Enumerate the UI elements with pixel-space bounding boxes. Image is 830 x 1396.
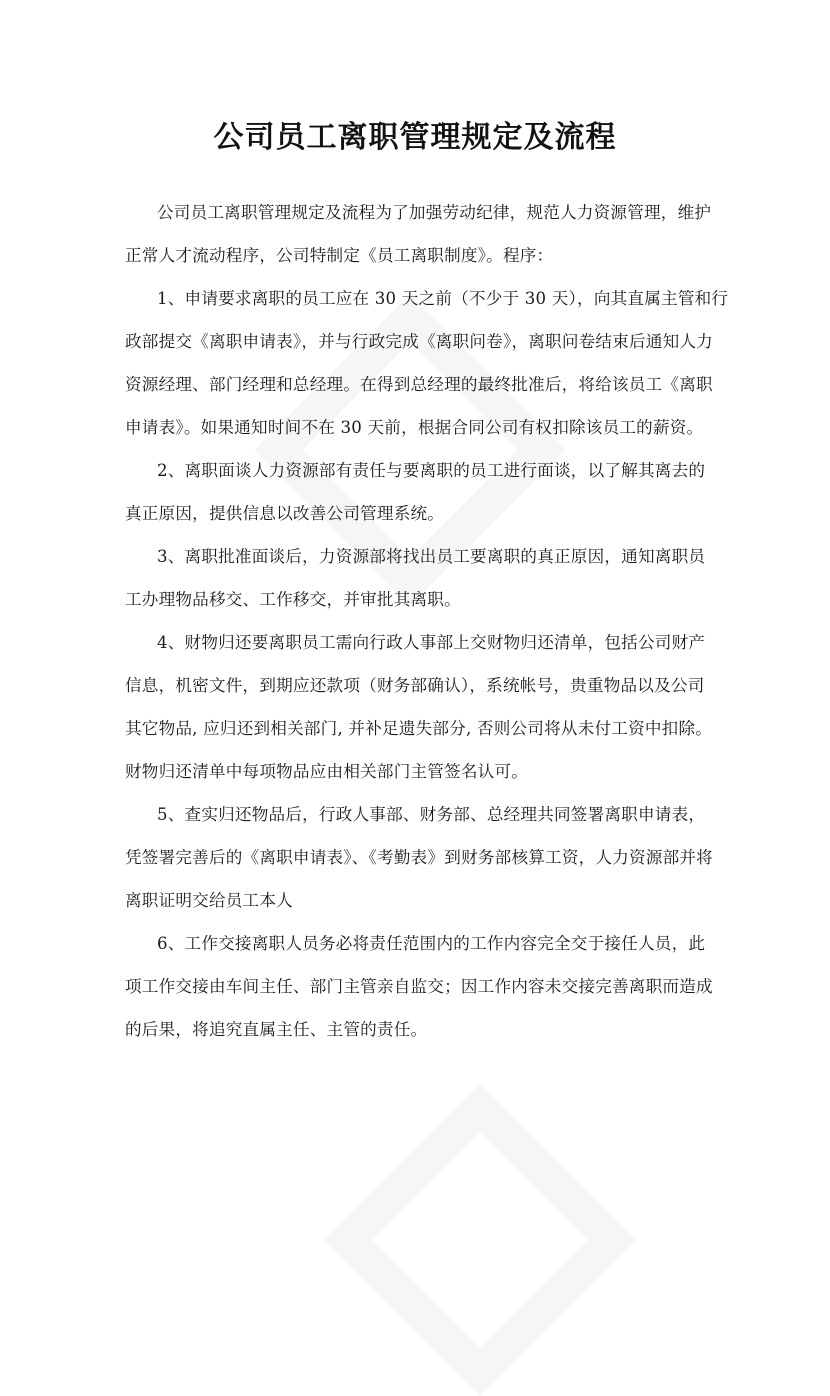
text-line: 2、离职面谈人力资源部有责任与要离职的员工进行面谈，以了解其离去的	[157, 461, 706, 480]
diamond-watermark-icon	[324, 1084, 635, 1395]
text-line: 正常人才流动程序，公司特制定《员工离职制度》。程序：	[125, 246, 554, 265]
document-title: 公司员工离职管理规定及流程	[213, 120, 617, 155]
text-line: 项工作交接由车间主任、部门主管亲自监交；因工作内容未交接完善离职而造成	[125, 977, 713, 996]
paragraph-step-2	[125, 457, 705, 543]
text-line: 真正原因，提供信息以改善公司管理系统。	[125, 504, 445, 523]
text-line: 信息，机密文件，到期应还款项（财务部确认），系统帐号，贵重物品以及公司	[125, 676, 705, 695]
paragraph-step-4	[125, 629, 713, 801]
text-line: 政部提交《离职申请表》，并与行政完成《离职问卷》，离职问卷结束后通知人力	[125, 332, 713, 351]
text-line: 6、工作交接离职人员务必将责任范围内的工作内容完全交于接任人员，此	[157, 934, 706, 953]
text-line: 资源经理、部门经理和总经理。在得到总经理的最终批准后，将给该员工《离职	[125, 375, 713, 394]
text-line: 财物归还清单中每项物品应由相关部门主管签名认可。	[125, 762, 529, 781]
paragraph-step-6	[125, 930, 713, 1059]
text-line: 其它物品, 应归还到相关部门, 并补足遗失部分, 否则公司将从未付工资中扣除。	[125, 719, 713, 738]
text-line: 5、查实归还物品后，行政人事部、财务部、总经理共同签署离职申请表，	[157, 805, 706, 824]
text-line: 凭签署完善后的《离职申请表》、《考勤表》到财务部核算工资，人力资源部并将	[125, 848, 713, 867]
text-line: 工办理物品移交、工作移交，并审批其离职。	[125, 590, 461, 609]
text-line: 的后果，将追究直属主任、主管的责任。	[125, 1020, 428, 1039]
document-body	[125, 199, 729, 1059]
text-line: 3、离职批准面谈后，力资源部将找出员工要离职的真正原因，通知离职员	[157, 547, 706, 566]
paragraph-intro	[125, 199, 712, 285]
text-line: 离职证明交给员工本人	[125, 891, 293, 910]
text-line: 4、财物归还要离职员工需向行政人事部上交财物归还清单，包括公司财产	[157, 633, 706, 652]
text-line: 1、申请要求离职的员工应在 30 天之前（不少于 30 天），向其直属主管和行	[157, 289, 729, 308]
text-line: 公司员工离职管理规定及流程为了加强劳动纪律，规范人力资源管理，维护	[157, 203, 712, 222]
paragraph-step-1	[125, 285, 729, 457]
watermark-bottom	[330, 1090, 630, 1390]
paragraph-step-5	[125, 801, 713, 930]
text-line: 申请表》。如果通知时间不在 30 天前，根据合同公司有权扣除该员工的薪资。	[125, 418, 704, 437]
paragraph-step-3	[125, 543, 705, 629]
